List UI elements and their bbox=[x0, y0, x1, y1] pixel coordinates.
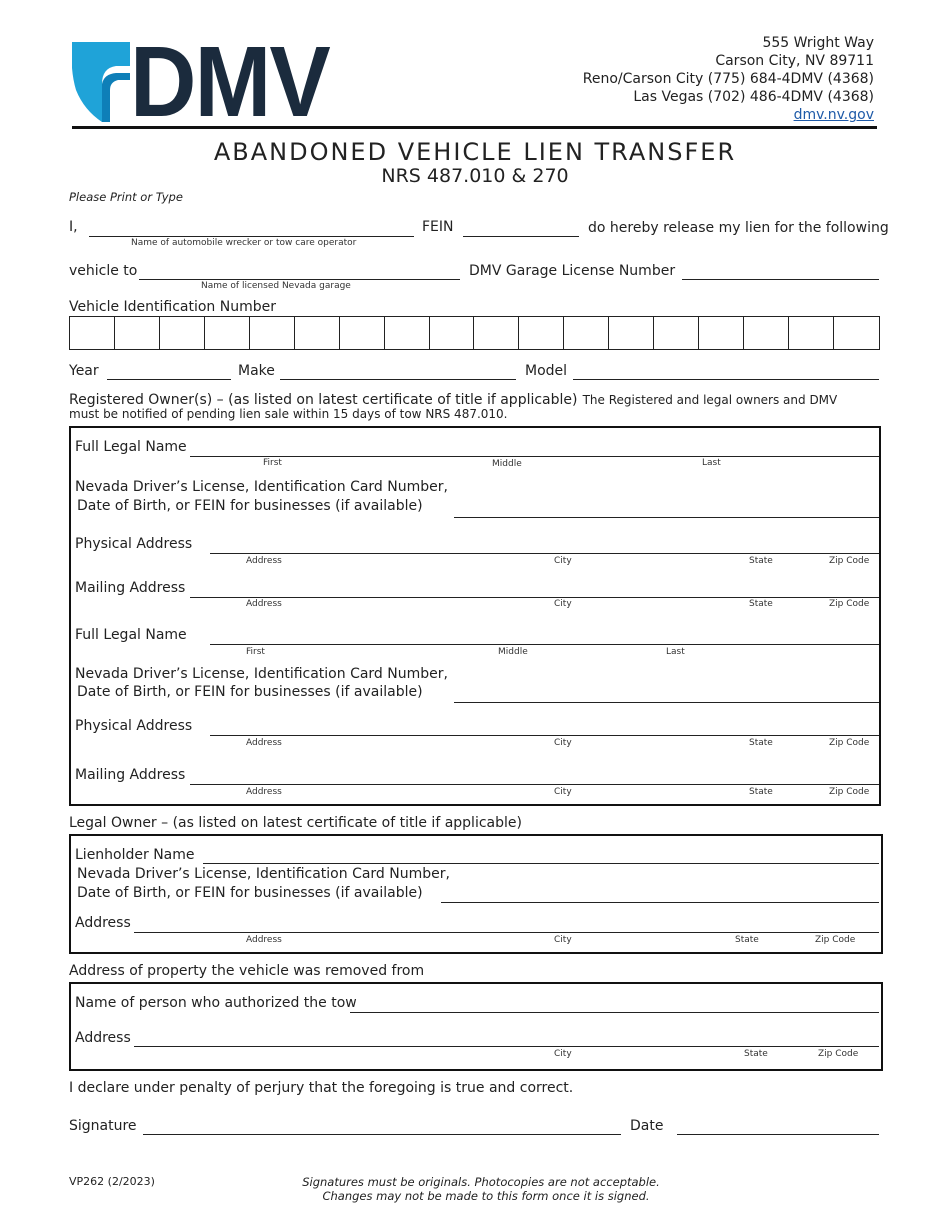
city-caption: City bbox=[554, 738, 572, 748]
lienholder-dl-field[interactable] bbox=[441, 902, 879, 903]
owner1-mailing-address-field[interactable] bbox=[190, 597, 879, 598]
vin-cell[interactable] bbox=[250, 317, 295, 349]
signature-field[interactable] bbox=[143, 1134, 621, 1135]
garage-license-label: DMV Garage License Number bbox=[469, 263, 676, 279]
form-number: VP262 (2/2023) bbox=[69, 1175, 155, 1188]
vin-cell[interactable] bbox=[834, 317, 879, 349]
city-caption: City bbox=[554, 787, 572, 797]
declaration-text: I declare under penalty of perjury that the foregoing is true and correct. bbox=[69, 1080, 574, 1096]
address-caption: Address bbox=[246, 556, 282, 566]
full-legal-name-label: Full Legal Name bbox=[75, 439, 187, 455]
zip-caption: Zip Code bbox=[829, 556, 870, 566]
vin-cell[interactable] bbox=[564, 317, 609, 349]
property-address-label: Address bbox=[75, 1030, 131, 1046]
signature-label: Signature bbox=[69, 1118, 137, 1134]
property-heading: Address of property the vehicle was removed from bbox=[69, 963, 425, 979]
vin-cell[interactable] bbox=[789, 317, 834, 349]
registered-owner-notice-2: must be notified of pending lien sale within 15 days of tow NRS 487.010. bbox=[69, 407, 508, 421]
lienholder-address-label: Address bbox=[75, 915, 131, 931]
middle-caption: Middle bbox=[498, 647, 528, 657]
owner1-dl-field[interactable] bbox=[454, 517, 879, 518]
phone-vegas: Las Vegas (702) 486-4DMV (4368) bbox=[633, 89, 874, 105]
fein-field[interactable] bbox=[463, 236, 579, 237]
logo-text: DMV bbox=[130, 26, 329, 138]
state-caption: State bbox=[749, 738, 773, 748]
address-caption: Address bbox=[246, 935, 282, 945]
lienholder-name-label: Lienholder Name bbox=[75, 847, 195, 863]
phone-reno: Reno/Carson City (775) 684-4DMV (4368) bbox=[582, 71, 874, 87]
year-field[interactable] bbox=[107, 379, 231, 380]
dl-label-line1: Nevada Driver’s License, Identification Card Number, bbox=[77, 866, 450, 882]
owner2-mailing-address-field[interactable] bbox=[190, 784, 879, 785]
make-label: Make bbox=[238, 363, 275, 379]
physical-address-label: Physical Address bbox=[75, 536, 193, 552]
vin-cell[interactable] bbox=[699, 317, 744, 349]
vin-cell[interactable] bbox=[115, 317, 160, 349]
middle-caption: Middle bbox=[492, 459, 522, 469]
zip-caption: Zip Code bbox=[829, 599, 870, 609]
registered-owner-heading-row bbox=[69, 389, 884, 408]
header-address bbox=[514, 34, 874, 124]
state-caption: State bbox=[749, 787, 773, 797]
address-line-2: Carson City, NV 89711 bbox=[715, 53, 874, 69]
model-label: Model bbox=[525, 363, 568, 379]
dl-label-line2: Date of Birth, or FEIN for businesses (if available) bbox=[77, 885, 423, 901]
dl-label-line1: Nevada Driver’s License, Identification Card Number, bbox=[75, 666, 448, 682]
vin-cell[interactable] bbox=[340, 317, 385, 349]
form-title: ABANDONED VEHICLE LIEN TRANSFER bbox=[213, 138, 737, 166]
address-caption: Address bbox=[246, 787, 282, 797]
first-caption: First bbox=[246, 647, 265, 657]
date-label: Date bbox=[630, 1118, 664, 1134]
vin-label: Vehicle Identification Number bbox=[69, 299, 276, 315]
owner2-name-field[interactable] bbox=[210, 644, 879, 645]
mailing-address-label: Mailing Address bbox=[75, 580, 186, 596]
state-caption: State bbox=[749, 556, 773, 566]
vin-grid bbox=[69, 316, 880, 350]
city-caption: City bbox=[554, 556, 572, 566]
year-label: Year bbox=[69, 363, 99, 379]
website-link[interactable]: dmv.nv.gov bbox=[793, 107, 874, 123]
garage-name-field[interactable] bbox=[139, 279, 460, 280]
date-field[interactable] bbox=[677, 1134, 879, 1135]
dmv-logo bbox=[72, 26, 329, 138]
model-field[interactable] bbox=[573, 379, 879, 380]
garage-caption: Name of licensed Nevada garage bbox=[201, 281, 351, 291]
state-caption: State bbox=[735, 935, 759, 945]
city-caption: City bbox=[554, 1049, 572, 1059]
garage-license-field[interactable] bbox=[682, 279, 879, 280]
dl-label-line2: Date of Birth, or FEIN for businesses (if available) bbox=[77, 684, 423, 700]
owner1-physical-address-field[interactable] bbox=[210, 553, 879, 554]
property-address-field[interactable] bbox=[134, 1046, 879, 1047]
last-caption: Last bbox=[702, 458, 721, 468]
header-rule bbox=[72, 126, 877, 129]
dl-label-line2: Date of Birth, or FEIN for businesses (if available) bbox=[77, 498, 423, 514]
vin-cell[interactable] bbox=[430, 317, 475, 349]
vin-cell[interactable] bbox=[205, 317, 250, 349]
wrecker-caption: Name of automobile wrecker or tow care operator bbox=[131, 238, 357, 248]
address-caption: Address bbox=[246, 738, 282, 748]
vin-cell[interactable] bbox=[744, 317, 789, 349]
legal-owner-heading: Legal Owner – (as listed on latest certificate of title if applicable) bbox=[69, 815, 522, 831]
city-caption: City bbox=[554, 935, 572, 945]
owner2-dl-field[interactable] bbox=[454, 702, 879, 703]
full-legal-name-label: Full Legal Name bbox=[75, 627, 187, 643]
registered-owner-heading: Registered Owner(s) – (as listed on latest certificate of title if applicable) bbox=[69, 392, 578, 408]
footer-note-1: Signatures must be originals. Photocopies are not acceptable. bbox=[302, 1175, 660, 1189]
print-instructions: Please Print or Type bbox=[69, 190, 183, 204]
lienholder-address-field[interactable] bbox=[134, 932, 879, 933]
registered-owner-notice: The Registered and legal owners and DMV bbox=[582, 393, 838, 407]
physical-address-label: Physical Address bbox=[75, 718, 193, 734]
mailing-address-label: Mailing Address bbox=[75, 767, 186, 783]
release-text: do hereby release my lien for the following bbox=[588, 220, 889, 236]
lienholder-name-field[interactable] bbox=[203, 863, 879, 864]
vehicle-to-label: vehicle to bbox=[69, 263, 138, 279]
authorized-person-label: Name of person who authorized the tow bbox=[75, 995, 357, 1011]
first-caption: First bbox=[263, 458, 282, 468]
vin-cell[interactable] bbox=[654, 317, 699, 349]
vin-cell[interactable] bbox=[474, 317, 519, 349]
vin-cell[interactable] bbox=[160, 317, 205, 349]
zip-caption: Zip Code bbox=[829, 738, 870, 748]
fein-label: FEIN bbox=[422, 219, 454, 235]
zip-caption: Zip Code bbox=[818, 1049, 859, 1059]
state-caption: State bbox=[749, 599, 773, 609]
vin-cell[interactable] bbox=[385, 317, 430, 349]
city-caption: City bbox=[554, 599, 572, 609]
vin-cell[interactable] bbox=[519, 317, 564, 349]
address-caption: Address bbox=[246, 599, 282, 609]
footer-note-2: Changes may not be made to this form once it is signed. bbox=[322, 1189, 650, 1203]
zip-caption: Zip Code bbox=[829, 787, 870, 797]
wrecker-name-field[interactable] bbox=[89, 236, 414, 237]
state-caption: State bbox=[744, 1049, 768, 1059]
owner1-name-field[interactable] bbox=[190, 456, 879, 457]
vin-cell[interactable] bbox=[609, 317, 654, 349]
dl-label-line1: Nevada Driver’s License, Identification Card Number, bbox=[75, 479, 448, 495]
vin-cell[interactable] bbox=[70, 317, 115, 349]
vin-cell[interactable] bbox=[295, 317, 340, 349]
zip-caption: Zip Code bbox=[815, 935, 856, 945]
last-caption: Last bbox=[666, 647, 685, 657]
i-label: I, bbox=[69, 219, 78, 235]
owner2-physical-address-field[interactable] bbox=[210, 735, 879, 736]
address-line-1: 555 Wright Way bbox=[762, 35, 874, 51]
form-subtitle: NRS 487.010 & 270 bbox=[381, 165, 569, 187]
make-field[interactable] bbox=[280, 379, 516, 380]
authorized-person-field[interactable] bbox=[350, 1012, 879, 1013]
